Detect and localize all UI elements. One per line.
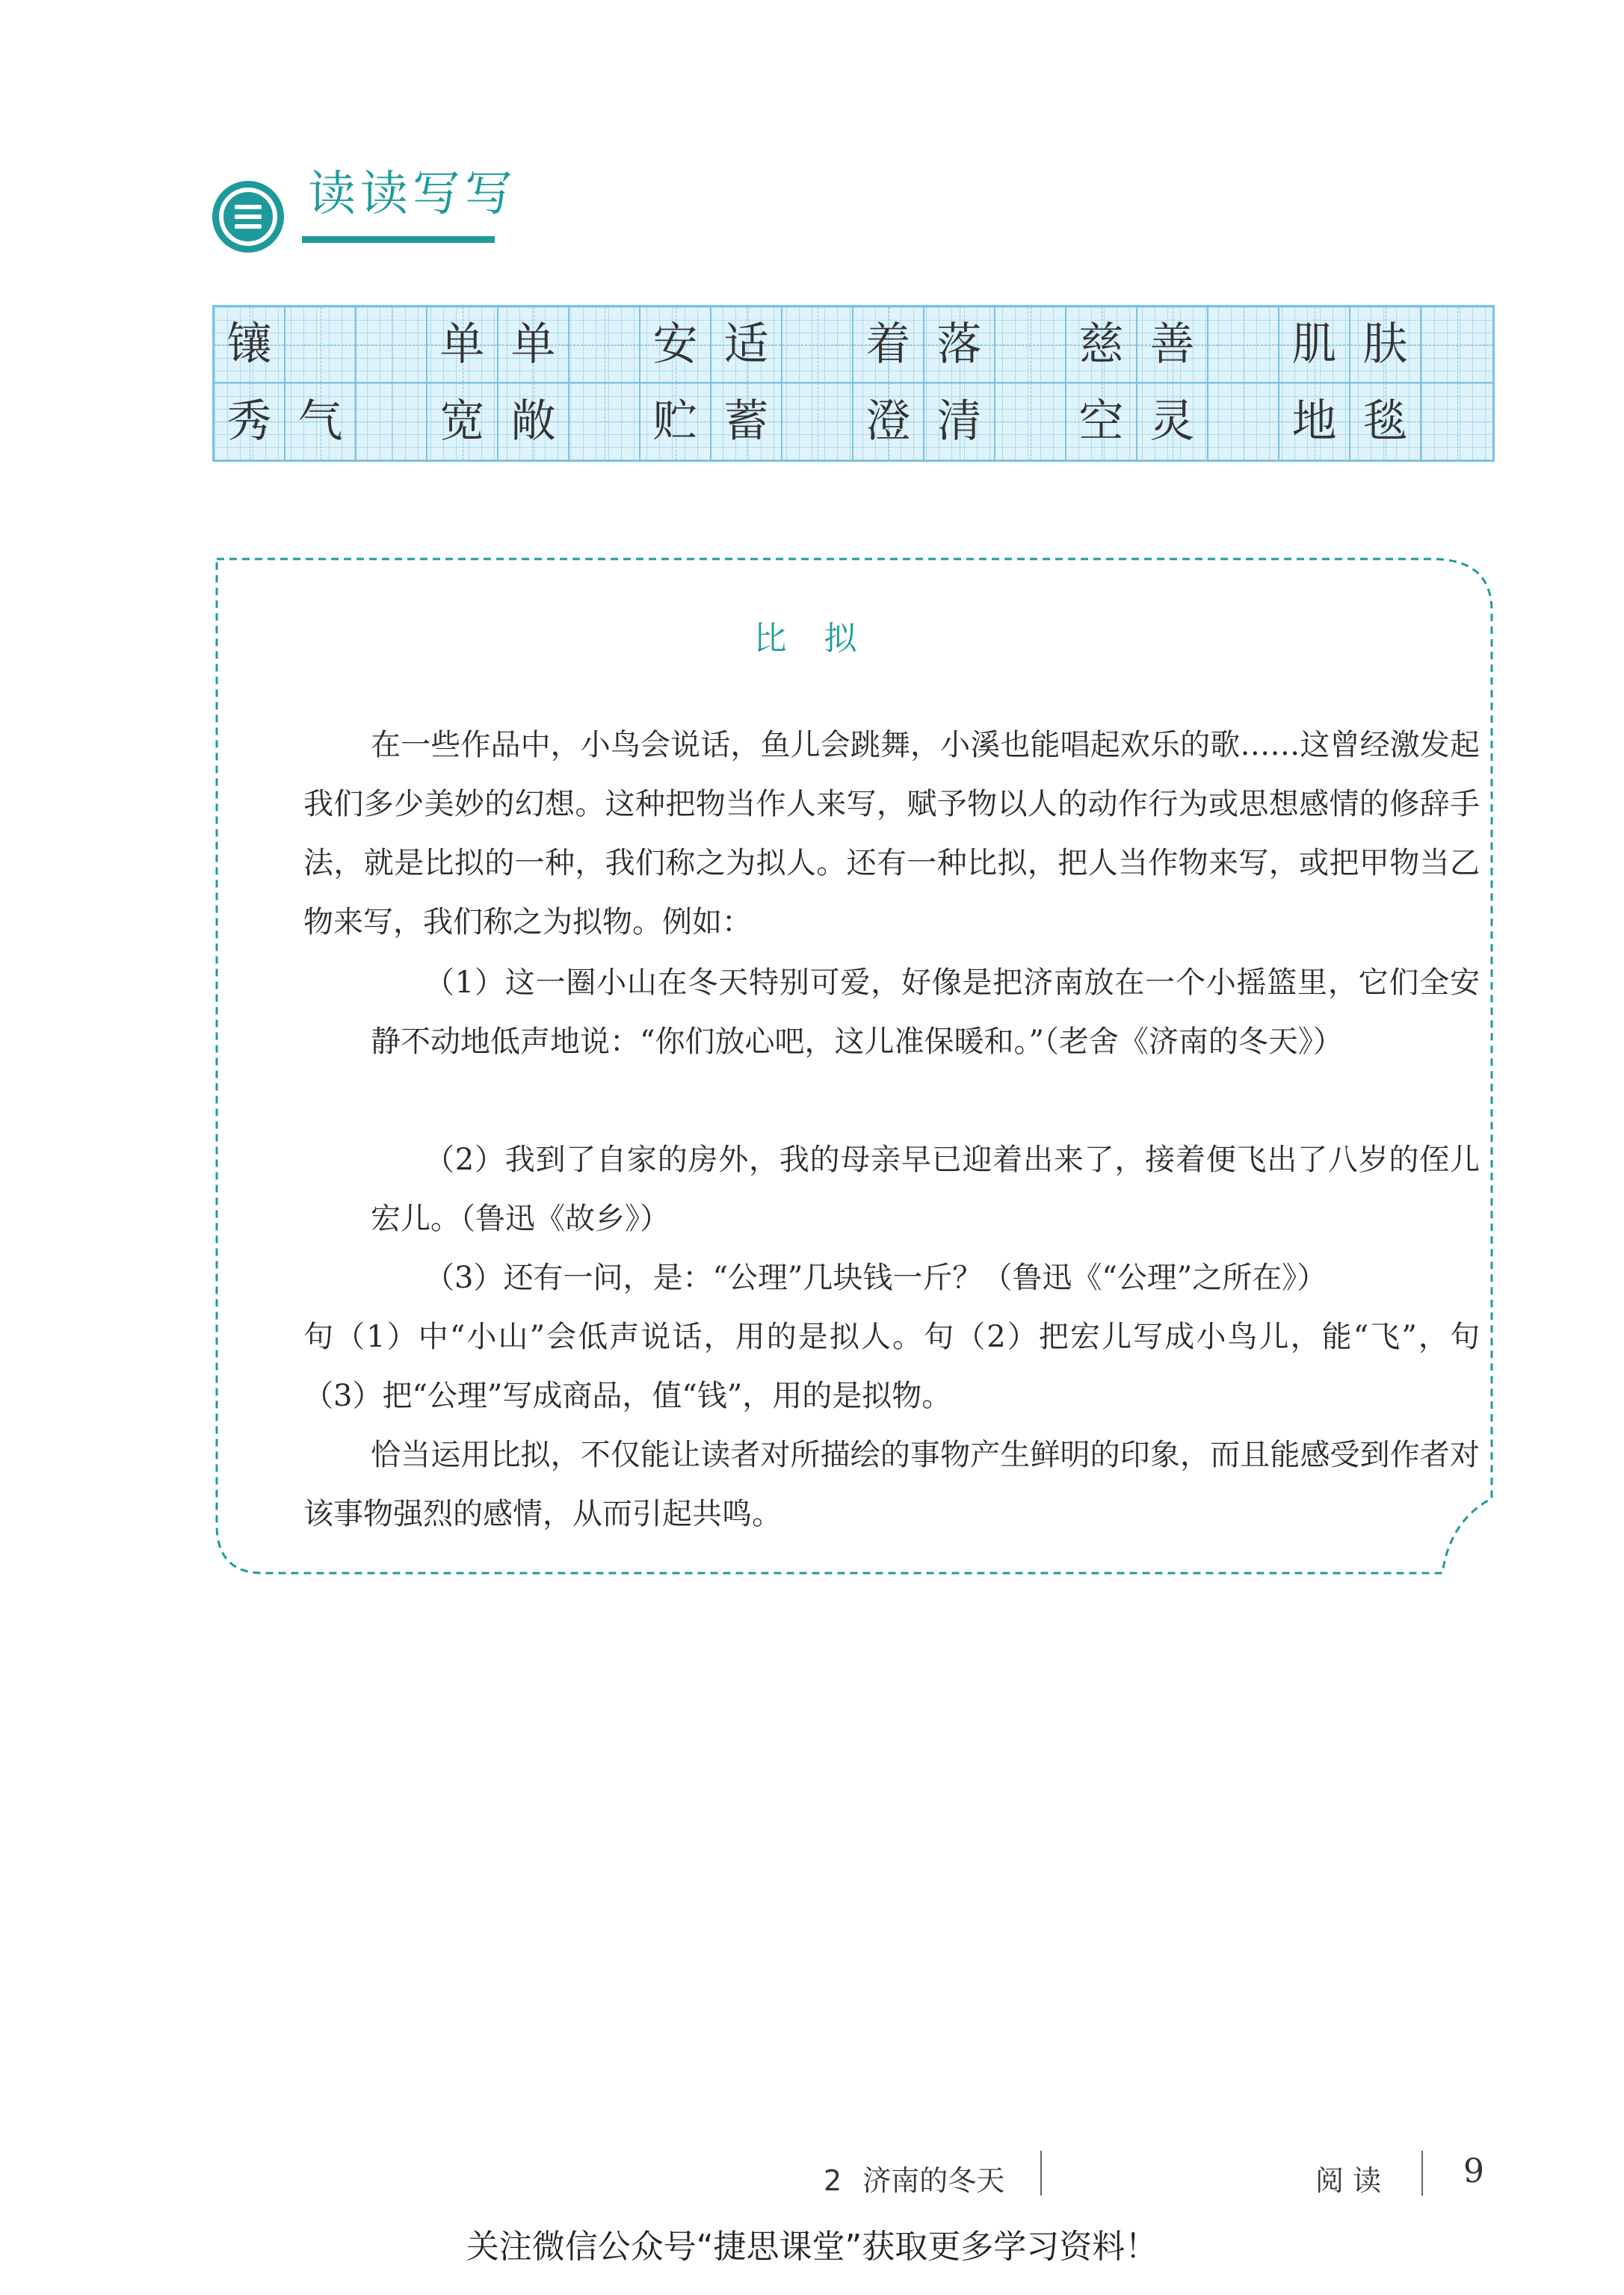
vocab-char: 秀 — [226, 395, 272, 448]
vocab-char: 着 — [865, 318, 911, 371]
section-title: 读读写写 — [308, 167, 517, 222]
lesson-number: 2 — [824, 2164, 842, 2197]
vocab-char: 气 — [297, 395, 343, 448]
example-2: （2）我到了自家的房外，我的母亲早已迎着出来了，接着便飞出了八岁的侄儿宏儿。（鲁迅《故乡》） — [371, 1143, 1480, 1236]
vocab-char: 空 — [1078, 395, 1124, 448]
vocab-char: 地 — [1291, 395, 1337, 448]
vocab-char: 肤 — [1362, 318, 1408, 371]
intro-paragraph: 在一些作品中，小鸟会说话，鱼儿会跳舞，小溪也能唱起欢乐的歌……这曾经激发起我们多少美妙的幻想。这种把物当作人来写，赋予物以人的动作行为或思想感情的修辞手法，就是比拟的一种，我们称之为拟人。还有一种比拟，把人当作物来写，或把甲物当乙物来写，我们称之为拟物。例如： — [303, 728, 1480, 939]
footer-divider — [1421, 2151, 1423, 2196]
vocab-char: 毯 — [1362, 395, 1408, 448]
footer-divider — [1040, 2151, 1042, 2196]
vocab-char: 蓄 — [723, 395, 769, 448]
conclusion-paragraph: 恰当运用比拟，不仅能让读者对所描绘的事物产生鲜明的印象，而且能感受到作者对该事物强烈的感情，从而引起共鸣。 — [303, 1438, 1480, 1531]
footer-lesson — [824, 2157, 1004, 2199]
vocab-char: 镶 — [226, 318, 272, 371]
vocab-char: 安 — [652, 318, 698, 371]
analysis-paragraph: 句（1）中“小山”会低声说话，用的是拟人。句（2）把宏儿写成小鸟儿，能“飞”，句（3）把“公理”写成商品，值“钱”，用的是拟物。 — [303, 1320, 1480, 1413]
concept-title: 比 拟 — [753, 620, 871, 658]
vocab-char: 澄 — [865, 395, 911, 448]
vocab-char: 宽 — [439, 395, 485, 448]
vocab-char: 灵 — [1149, 395, 1195, 448]
example-3: （3）还有一问，是：“公理”几块钱一斤？（鲁迅《“公理”之所在》） — [424, 1261, 1327, 1295]
vocab-char: 单 — [439, 318, 485, 371]
footer-note: 关注微信公众号“捷思课堂”获取更多学习资料！ — [466, 2228, 1158, 2266]
page-number: 9 — [1463, 2152, 1484, 2190]
vocab-char: 贮 — [652, 395, 698, 448]
vocab-char: 肌 — [1291, 318, 1337, 371]
footer-section-label: 阅读 — [1315, 2164, 1391, 2197]
vocab-char: 清 — [936, 395, 982, 448]
vocab-char: 落 — [936, 318, 982, 371]
vocab-char: 适 — [723, 318, 769, 371]
vocab-char: 单 — [510, 318, 556, 371]
vocab-char: 善 — [1149, 318, 1195, 371]
example-1: （1）这一圈小山在冬天特别可爱，好像是把济南放在一个小摇篮里，它们全安静不动地低声地说：“你们放心吧，这儿准保暖和。”（老舍《济南的冬天》） — [371, 966, 1480, 1059]
lesson-title: 济南的冬天 — [862, 2164, 1005, 2197]
vocab-char: 慈 — [1078, 318, 1124, 371]
vocab-char: 敞 — [510, 395, 556, 448]
